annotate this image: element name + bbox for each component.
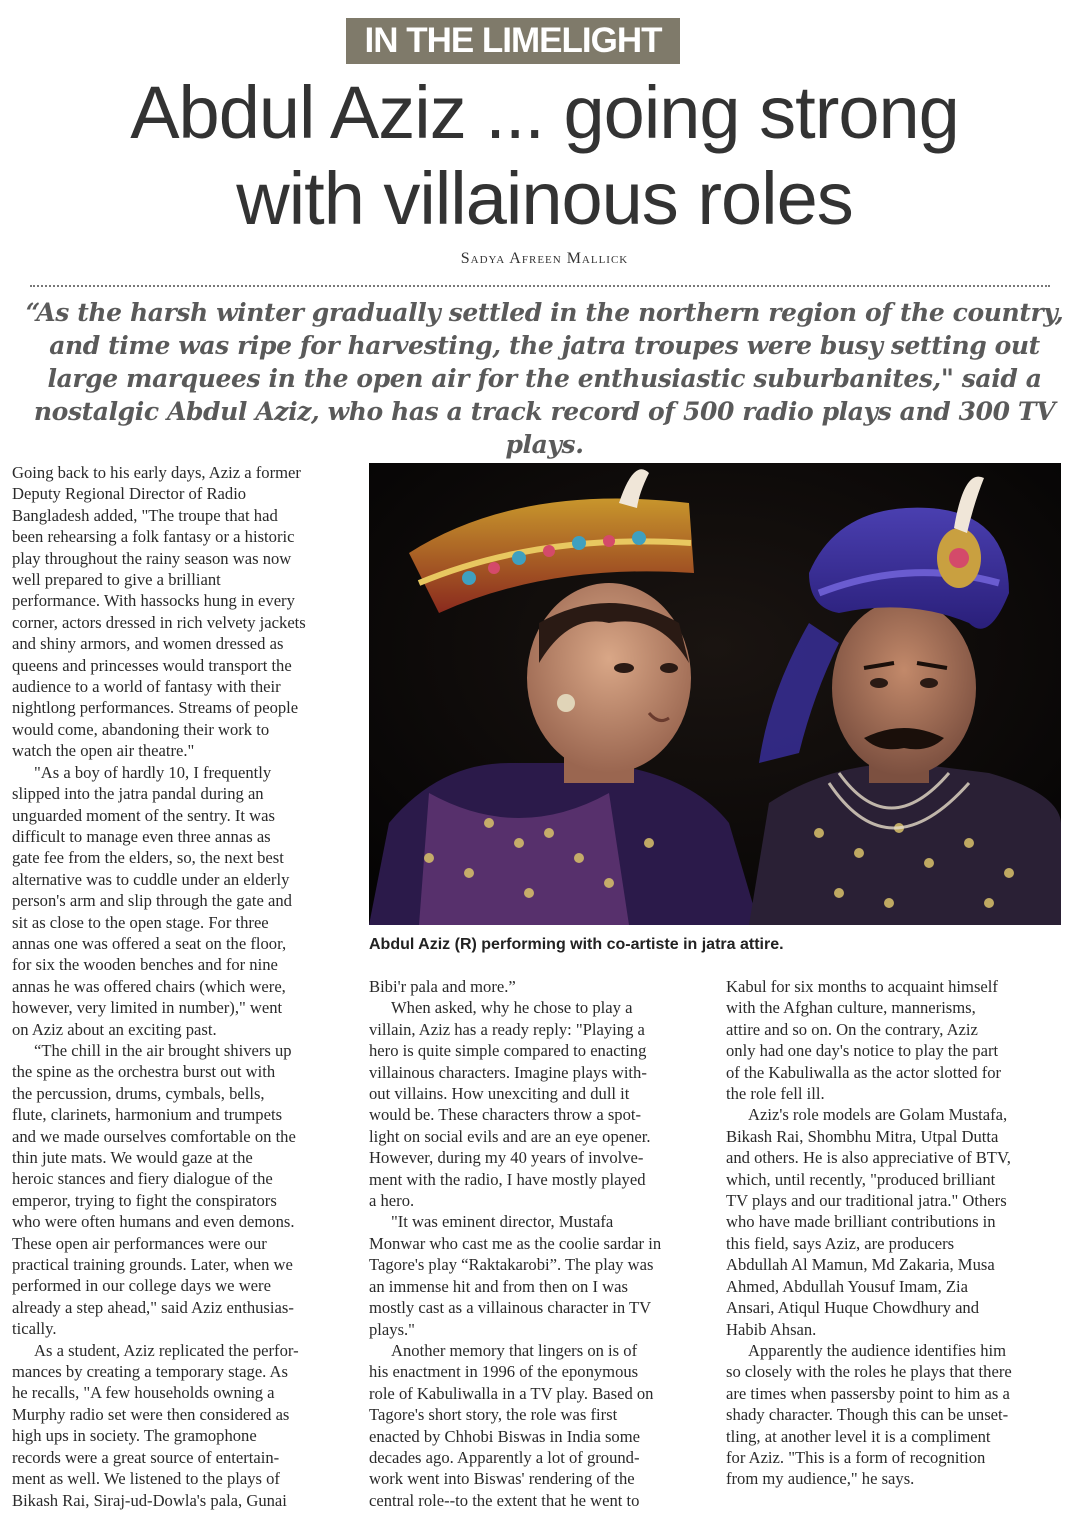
article-line: would come, abandoning their work to: [12, 719, 270, 739]
article-line: tically.: [12, 1319, 57, 1339]
article-line: audience to a world of fantasy with their: [12, 677, 281, 697]
article-line: “The chill in the air brought shivers up: [34, 1040, 292, 1060]
article-line: from my audience," he says.: [726, 1469, 915, 1489]
article-line: central role--to the extent that he went to: [369, 1490, 640, 1510]
article-line: Ahmed, Abdullah Yousuf Imam, Zia: [726, 1276, 968, 1296]
jatra-performers-illustration: [369, 463, 1061, 925]
article-line: Apparently the audience identifies him: [748, 1340, 1007, 1360]
article-line: Bangladesh added, "The troupe that had: [12, 505, 278, 525]
article-line: with the Afghan culture, mannerisms,: [726, 998, 976, 1018]
article-line: unguarded moment of the sentry. It was: [12, 805, 275, 825]
article-line: and others. He is also appreciative of BTV,: [726, 1148, 1011, 1168]
article-photo: [369, 463, 1061, 925]
article-line: Aziz's role models are Golam Mustafa,: [748, 1105, 1008, 1125]
article-line: Going back to his early days, Aziz a former: [12, 463, 301, 482]
article-line: ment with the radio, I have mostly played: [369, 1169, 646, 1189]
article-line: ment as well. We listened to the plays of: [12, 1469, 280, 1489]
article-line: Another memory that lingers on is of: [391, 1340, 638, 1360]
article-line: When asked, why he chose to play a: [391, 998, 633, 1018]
article-column-3: [726, 976, 1064, 1490]
article-line: he recalls, "A few households owning a: [12, 1383, 275, 1403]
article-line: sit as close to the open stage. For three: [12, 912, 269, 932]
article-line: Habib Ahsan.: [726, 1319, 817, 1339]
article-line: well prepared to give a brilliant: [12, 570, 221, 590]
article-line: nightlong performances. Streams of people: [12, 698, 299, 718]
headline-line-1: Abdul Aziz ... going strong: [130, 71, 959, 154]
article-line: however, very limited in number)," went: [12, 998, 283, 1018]
article-line: Monwar who cast me as the coolie sardar in: [369, 1233, 662, 1253]
article-line: for Aziz. "This is a form of recognition: [726, 1447, 986, 1467]
article-line: are times when passersby point to him as a: [726, 1383, 1010, 1403]
article-line: the spine as the orchestra burst out with: [12, 1062, 276, 1082]
dotted-divider: [30, 285, 1050, 287]
article-line: practical training grounds. Later, when we: [12, 1255, 293, 1275]
article-line: decades ago. Apparently a lot of ground-: [369, 1447, 640, 1467]
article-line: villainous characters. Imagine plays with-: [369, 1062, 647, 1082]
article-line: and we made ourselves comfortable on the: [12, 1126, 296, 1146]
article-line: the percussion, drums, cymbals, bells,: [12, 1083, 265, 1103]
section-tag: IN THE LIMELIGHT: [346, 18, 680, 64]
article-line: records were a great source of entertain-: [12, 1447, 280, 1467]
article-line: However, during my 40 years of involve-: [369, 1148, 644, 1168]
article-line: TV plays and our traditional jatra." Others: [726, 1191, 1007, 1211]
article-line: this field, says Aziz, are producers: [726, 1233, 955, 1253]
article-line: work went into Biswas' rendering of the: [369, 1469, 635, 1489]
article-line: slipped into the jatra pandal during an: [12, 784, 264, 804]
photo-caption: Abdul Aziz (R) performing with co-artiste in jatra attire.: [369, 936, 784, 953]
article-line: Kabul for six months to acquaint himself: [726, 977, 998, 996]
article-line: out villains. How unexciting and dull it: [369, 1084, 630, 1104]
pull-quote: “As the harsh winter gradually settled in the northern region of the country, and time was ripe for harvesting, the jatra troupes were busy setting out large marquees in the open air for the enthusiastic suburbanites," said a nostalgic Abdul Aziz, who has a track record of 500 radio plays and 300 TV plays.: [25, 298, 1064, 459]
article-line: attire and so on. On the contrary, Aziz: [726, 1019, 978, 1039]
article-line: Tagore's play “Raktakarobi”. The play was: [369, 1255, 654, 1275]
article-line: who were often humans and even demons.: [12, 1212, 295, 1232]
article-line: Bikash Rai, Siraj-ud-Dowla's pala, Gunai: [12, 1490, 287, 1510]
article-column-2: [369, 976, 699, 1511]
article-line: on Aziz about an exciting past.: [12, 1019, 217, 1039]
article-line: a hero.: [369, 1191, 415, 1211]
article-line: who have made brilliant contributions in: [726, 1212, 996, 1232]
article-line: flute, clarinets, harmonium and trumpets: [12, 1105, 283, 1125]
article-line: an immense hit and from then on I was: [369, 1276, 628, 1296]
article-line: Ansari, Atiqul Huque Chowdhury and: [726, 1298, 980, 1318]
article-line: for six the wooden benches and for nine: [12, 955, 278, 975]
article-line: "It was eminent director, Mustafa: [391, 1212, 614, 1232]
article-line: of the Kabuliwalla as the actor slotted for: [726, 1062, 1002, 1082]
article-line: person's arm and slip through the gate and: [12, 891, 292, 911]
article-line: performed in our college days we were: [12, 1276, 271, 1296]
article-line: been rehearsing a folk fantasy or a historic: [12, 527, 295, 547]
article-line: the role fell ill.: [726, 1084, 825, 1104]
article-line: hero is quite simple compared to enacting: [369, 1041, 647, 1061]
article-line: "As a boy of hardly 10, I frequently: [34, 762, 272, 782]
article-line: heroic stances and fiery dialogue of the: [12, 1169, 273, 1189]
article-line: so closely with the roles he plays that there: [726, 1362, 1012, 1382]
byline: Sadya Afreen Mallick: [460, 250, 629, 267]
article-line: annas one was offered a seat on the floor,: [12, 933, 287, 953]
article-line: queens and princesses would transport the: [12, 655, 292, 675]
article-line: high ups in society. The gramophone: [12, 1426, 257, 1446]
article-line: Deputy Regional Director of Radio: [12, 484, 247, 504]
article-line: annas he was offered chairs (which were,: [12, 976, 286, 996]
article-line: Bikash Rai, Shombhu Mitra, Utpal Dutta: [726, 1126, 999, 1146]
article-line: role of Kabuliwalla in a TV play. Based on: [369, 1383, 654, 1403]
article-line: and shiny armors, and women dressed as: [12, 634, 284, 654]
article-line: alternative was to cuddle under an elderly: [12, 869, 290, 889]
article-line: difficult to manage even three annas as: [12, 826, 271, 846]
article-line: gate fee from the elders, so, the next best: [12, 848, 284, 868]
article-line: These open air performances were our: [12, 1233, 267, 1253]
article-line: enacted by Chhobi Biswas in India some: [369, 1426, 640, 1446]
article-line: emperor, trying to fight the conspirators: [12, 1190, 277, 1210]
headline-line-2: with villainous roles: [236, 157, 853, 240]
article-line: mances by creating a temporary stage. As: [12, 1362, 289, 1382]
article-line: watch the open air theatre.": [12, 741, 195, 761]
article-line: villain, Aziz has a ready reply: "Playing a: [369, 1019, 645, 1039]
headline: [20, 70, 1069, 242]
article-line: Abdullah Al Mamun, Md Zakaria, Musa: [726, 1255, 995, 1275]
article-line: mostly cast as a villainous character in TV: [369, 1298, 652, 1318]
article-line: performance. With hassocks hung in every: [12, 591, 295, 611]
article-line: play throughout the rainy season was now: [12, 548, 292, 568]
article-line: already a step ahead," said Aziz enthusias-: [12, 1297, 294, 1317]
article-line: plays.": [369, 1319, 415, 1339]
article-line: Tagore's short story, the role was first: [369, 1405, 618, 1425]
article-line: Bibi'r pala and more.”: [369, 977, 516, 996]
article-line: thin jute mats. We would gaze at the: [12, 1148, 253, 1167]
article-column-1: [12, 462, 352, 1511]
article-line: which, until recently, "produced brilliant: [726, 1169, 996, 1189]
article-line: Murphy radio set were then considered as: [12, 1404, 290, 1424]
article-line: would be. These characters throw a spot-: [369, 1105, 642, 1125]
article-line: light on social evils and are an eye opener.: [369, 1126, 651, 1146]
article-line: his enactment in 1996 of the eponymous: [369, 1362, 639, 1382]
article-line: tling, at another level it is a compliment: [726, 1426, 991, 1446]
article-line: corner, actors dressed in rich velvety jackets: [12, 612, 306, 632]
article-line: only had one day's notice to play the part: [726, 1041, 999, 1061]
article-line: shady character. Though this can be unset-: [726, 1405, 1009, 1425]
article-line: As a student, Aziz replicated the perfor-: [34, 1340, 299, 1360]
